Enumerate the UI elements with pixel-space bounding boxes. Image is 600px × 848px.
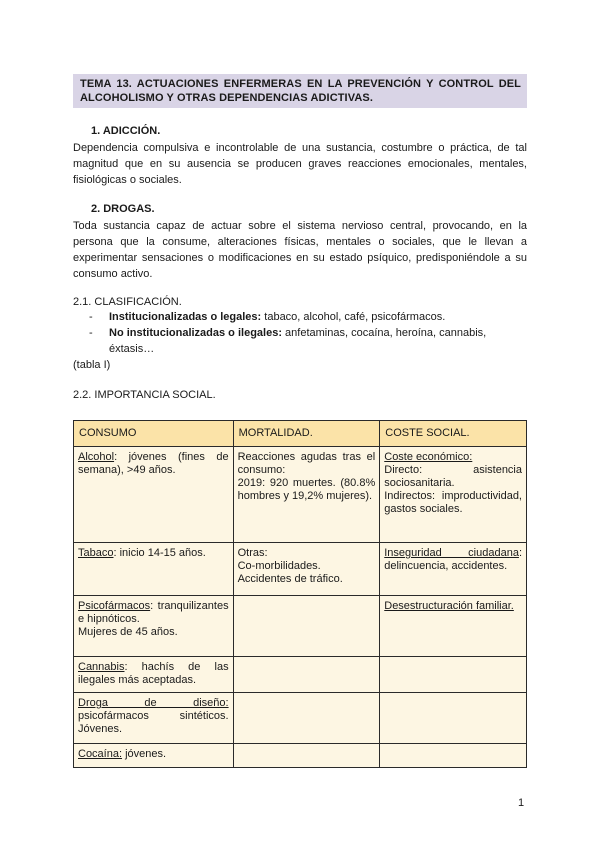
cell-coste — [380, 693, 527, 744]
cell-consumo: Cocaína: jóvenes. — [74, 744, 234, 768]
header-coste-social: COSTE SOCIAL. — [380, 421, 527, 447]
section-1-heading: 1. ADICCIÓN. — [91, 125, 161, 137]
cell-consumo: Droga de diseño: psicofármacos sintéticos. Jóvenes. — [74, 693, 234, 744]
table-header-row — [74, 421, 527, 447]
section-1-text: Dependencia compulsiva e incontrolable de una sustancia, costumbre o práctica, de tal magnitud que en su ausencia se producen graves reacciones emocionales, mentales, fisiológicas o sociales. — [73, 142, 527, 186]
section-22-heading: 2.2. IMPORTANCIA SOCIAL. — [73, 389, 216, 401]
table-note: (tabla I) — [73, 359, 111, 371]
cell-mortalidad — [233, 693, 380, 744]
bullet-term: No institucionalizadas o ilegales: — [109, 327, 282, 339]
bullet-text: anfetaminas, cocaína, heroína, cannabis, éxtasis… — [109, 327, 487, 355]
table-row — [74, 447, 527, 543]
cell-mortalidad — [233, 744, 380, 768]
table-row — [74, 744, 527, 768]
cell-coste: Desestructuración familiar. — [380, 596, 527, 657]
cell-consumo: Alcohol: jóvenes (fines de semana), >49 años. — [74, 447, 234, 543]
cell-mortalidad — [233, 596, 380, 657]
cell-coste — [380, 744, 527, 768]
header-mortalidad: MORTALIDAD. — [233, 421, 380, 447]
page-number: 1 — [518, 797, 525, 809]
cell-mortalidad: Otras: Co-morbilidades. Accidentes de tráfico. — [233, 543, 380, 596]
list-item: - Institucionalizadas o legales: tabaco, alcohol, café, psicofármacos. — [89, 311, 446, 323]
table-row — [74, 543, 527, 596]
cell-mortalidad: Reacciones agudas tras el consumo: 2019: 920 muertes. (80.8% hombres y 19,2% mujeres). — [233, 447, 380, 543]
section-21-heading: 2.1. CLASIFICACIÓN. — [73, 296, 182, 308]
table-row — [74, 596, 527, 657]
header-consumo: CONSUMO — [74, 421, 234, 447]
cell-consumo: Tabaco: inicio 14-15 años. — [74, 543, 234, 596]
classification-list — [73, 309, 527, 373]
section-2-heading: 2. DROGAS. — [91, 203, 155, 215]
cell-mortalidad — [233, 657, 380, 693]
bullet-term: Institucionalizadas o legales: — [109, 311, 262, 323]
cell-coste: Inseguridad ciudadana: delincuencia, accidentes. — [380, 543, 527, 596]
cell-consumo: Psicofármacos: tranquilizantes e hipnóticos. Mujeres de 45 años. — [74, 596, 234, 657]
table-row — [74, 657, 527, 693]
table-row — [74, 693, 527, 744]
list-item: - No institucionalizadas o ilegales: anfetaminas, cocaína, heroína, cannabis, éxtasis… — [89, 327, 487, 355]
bullet-text: tabaco, alcohol, café, psicofármacos. — [261, 311, 446, 323]
social-importance-table — [73, 420, 527, 768]
cell-coste — [380, 657, 527, 693]
cell-coste: Coste económico: Directo: asistencia sociosanitaria. Indirectos: improductividad, gastos sociales. — [380, 447, 527, 543]
page-title: TEMA 13. ACTUACIONES ENFERMERAS EN LA PREVENCIÓN Y CONTROL DEL ALCOHOLISMO Y OTRAS DEPENDENCIAS ADICTIVAS. — [73, 74, 527, 108]
section-2-text: Toda sustancia capaz de actuar sobre el sistema nervioso central, provocando, en la persona que la consume, alteraciones físicas, mentales o sociales, que le llevan a experimentar sensaciones o modificaciones en su estado psíquico, predisponiéndole a su consumo activo. — [73, 220, 527, 280]
cell-consumo: Cannabis: hachís de las ilegales más aceptadas. — [74, 657, 234, 693]
